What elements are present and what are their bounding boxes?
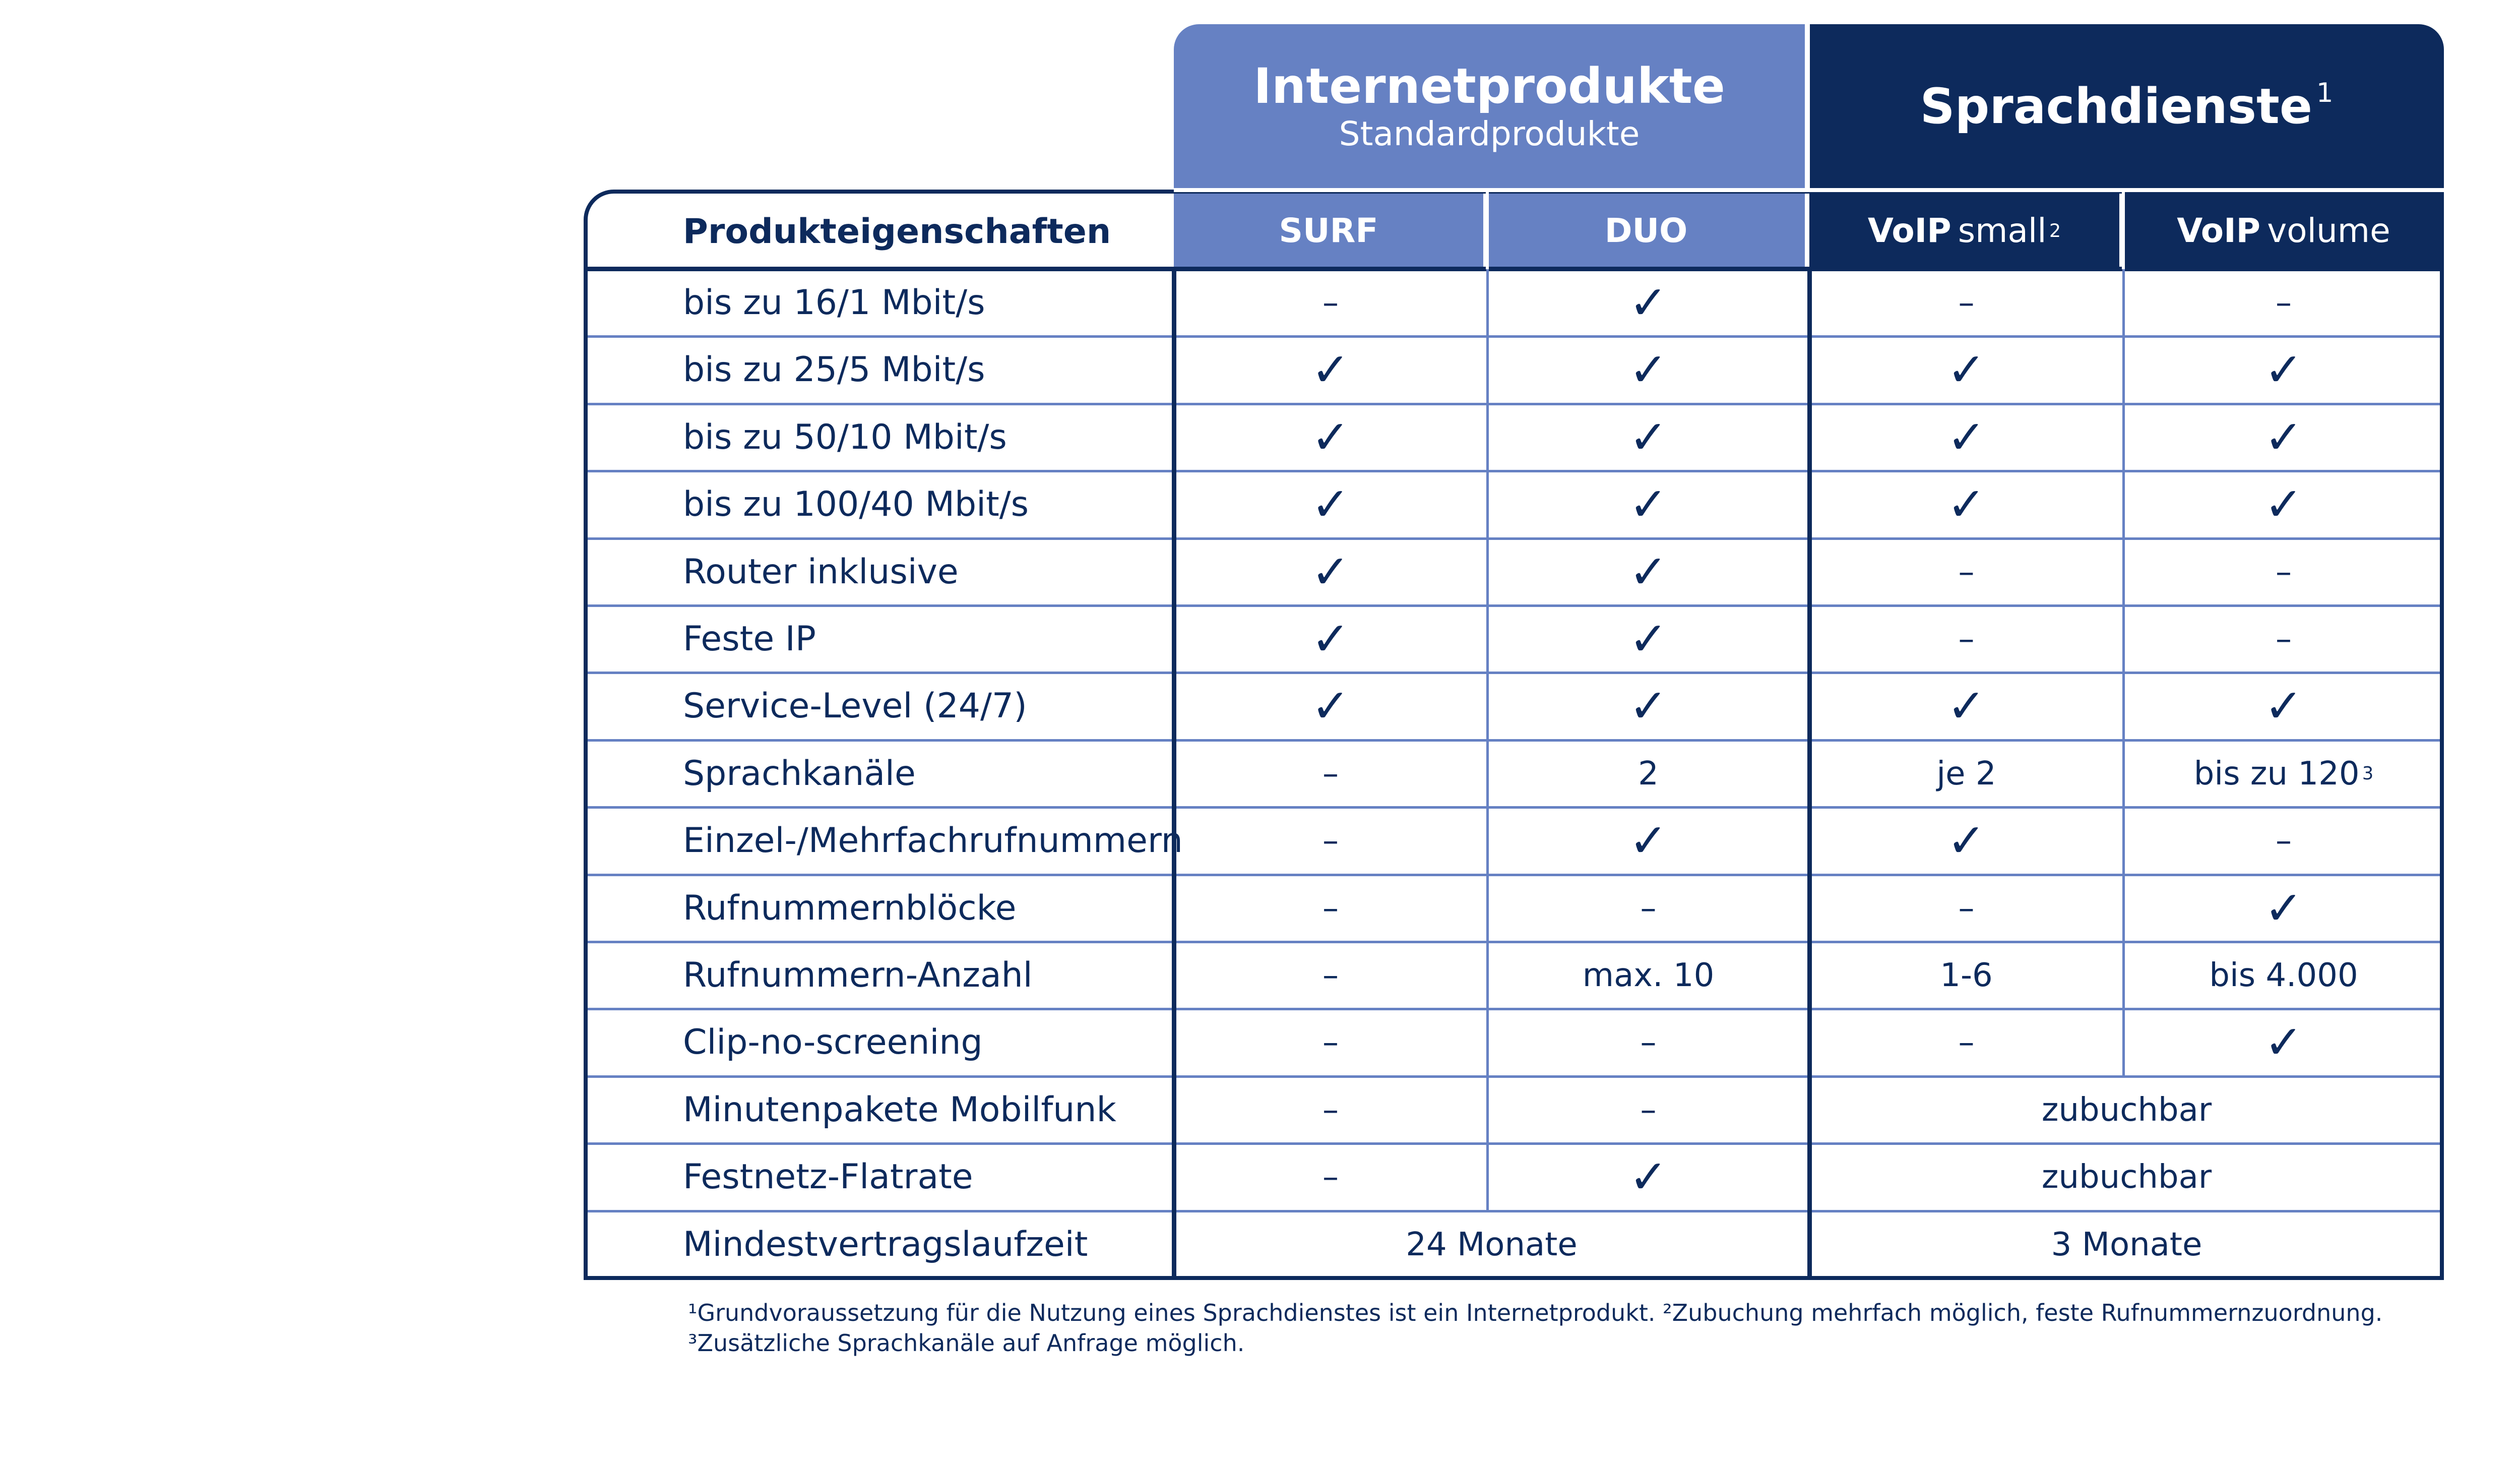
row-label: bis zu 25/5 Mbit/s [683, 350, 985, 390]
cell-surf [1174, 875, 1487, 942]
cell-value: ✓ [1628, 276, 1668, 330]
cell-value: – [1322, 889, 1339, 927]
cell-voip-volume [2123, 942, 2444, 1009]
header-divider-white [1486, 192, 1489, 269]
cell-voip-volume [2123, 673, 2444, 740]
cell-value: ✓ [1628, 1150, 1668, 1204]
cell-voip-volume [2123, 538, 2444, 605]
column-header-duo: DUO [1487, 192, 1805, 269]
cell-value: – [1958, 553, 1975, 591]
column-header-voip-volume: VoIP volume [2123, 192, 2444, 269]
cell-value: – [1640, 889, 1657, 927]
cell-value: – [1322, 1023, 1339, 1061]
cell-value: ✓ [1628, 612, 1668, 666]
cell-value: ✓ [2264, 410, 2303, 464]
cell-value: zubuchbar [2041, 1158, 2212, 1196]
cell-value: – [1322, 1091, 1339, 1129]
row-label: Rufnummern-Anzahl [683, 955, 1033, 995]
cell-voip-small [1809, 404, 2123, 471]
row-label: Service-Level (24/7) [683, 686, 1027, 726]
row-label: Mindestvertragslaufzeit [683, 1225, 1088, 1264]
group-title-internet: Internetprodukte [1253, 57, 1725, 114]
cell-value: – [1322, 822, 1339, 860]
cell-value: ✓ [1946, 410, 1986, 464]
footnote-line-1: ¹Grundvoraussetzung für die Nutzung eines Sprachdienstes ist ein Internetprodukt. ²Zubuchung mehrfach möglich, feste Rufnummernzuordnung. [688, 1299, 2383, 1326]
row-label: Router inklusive [683, 552, 959, 592]
cell-surf [1174, 605, 1487, 673]
cell-value: ✓ [1946, 343, 1986, 397]
cell-surf [1174, 807, 1487, 874]
cell-voip-small [1809, 1009, 2123, 1076]
cell-surf [1174, 538, 1487, 605]
cell-value: – [1958, 620, 1975, 658]
cell-value: – [2276, 822, 2292, 860]
cell-value: ✓ [1628, 814, 1668, 868]
column-header-voip-small: VoIP small 2 [1809, 192, 2119, 269]
cell-voip-volume [2123, 471, 2444, 538]
row-label: bis zu 50/10 Mbit/s [683, 417, 1007, 457]
cell-surf [1174, 1143, 1487, 1210]
cell-value: max. 10 [1582, 956, 1715, 994]
footnote-ref-1: 1 [2316, 77, 2334, 108]
cell-merged-internet [1174, 1211, 1809, 1278]
cell-value: – [1958, 1023, 1975, 1061]
cell-value: ✓ [1946, 477, 1986, 531]
cell-value: ✓ [1628, 410, 1668, 464]
cell-value: ✓ [2264, 1015, 2303, 1069]
cell-value: ✓ [1628, 679, 1668, 733]
cell-merged-voice [1809, 1143, 2444, 1210]
cell-value: – [2276, 284, 2292, 322]
row-label: Festnetz-Flatrate [683, 1157, 973, 1197]
cell-duo [1487, 538, 1809, 605]
cell-value: ✓ [1946, 679, 1986, 733]
cell-duo [1487, 404, 1809, 471]
cell-value: ✓ [1311, 343, 1350, 397]
cell-surf [1174, 1009, 1487, 1076]
cell-voip-small [1809, 538, 2123, 605]
cell-value: ✓ [2264, 343, 2303, 397]
cell-value: 3 Monate [2051, 1226, 2202, 1263]
cell-duo [1487, 1143, 1809, 1210]
cell-surf [1174, 942, 1487, 1009]
cell-value: – [1322, 284, 1339, 322]
cell-voip-small [1809, 673, 2123, 740]
header-divider-white [1174, 188, 2444, 192]
cell-voip-small [1809, 875, 2123, 942]
row-label: bis zu 16/1 Mbit/s [683, 283, 985, 323]
cell-value: – [2276, 553, 2292, 591]
cell-duo [1487, 1076, 1809, 1143]
cell-voip-volume [2123, 605, 2444, 673]
cell-voip-volume [2123, 807, 2444, 874]
cell-value: ✓ [1311, 545, 1350, 599]
cell-value: 1-6 [1940, 956, 1993, 994]
cell-value: – [1322, 956, 1339, 994]
cell-merged-voice [1809, 1211, 2444, 1278]
cell-voip-small [1809, 471, 2123, 538]
cell-value: 24 Monate [1406, 1226, 1578, 1263]
cell-duo [1487, 942, 1809, 1009]
cell-value: je 2 [1936, 755, 1996, 793]
group-subtitle-internet: Standardprodukte [1339, 114, 1640, 154]
cell-voip-volume [2123, 404, 2444, 471]
row-label: Einzel-/Mehrfachrufnummern [683, 821, 1183, 861]
cell-voip-volume [2123, 740, 2444, 807]
cell-surf [1174, 404, 1487, 471]
header-divider-white [2122, 192, 2125, 269]
cell-value: – [1958, 889, 1975, 927]
cell-value: – [1640, 1091, 1657, 1129]
row-label: Sprachkanäle [683, 754, 916, 794]
cell-value: ✓ [2264, 881, 2303, 935]
row-label: bis zu 100/40 Mbit/s [683, 484, 1029, 524]
cell-surf [1174, 673, 1487, 740]
row-label: Rufnummernblöcke [683, 888, 1017, 928]
cell-value: ✓ [1628, 343, 1668, 397]
cell-voip-small [1809, 269, 2123, 336]
cell-value: ✓ [1311, 410, 1350, 464]
cell-voip-small [1809, 942, 2123, 1009]
cell-value: ✓ [1311, 477, 1350, 531]
cell-value: bis 4.000 [2209, 956, 2358, 994]
cell-duo [1487, 673, 1809, 740]
cell-voip-small [1809, 740, 2123, 807]
cell-duo [1487, 336, 1809, 403]
cell-merged-voice [1809, 1076, 2444, 1143]
cell-voip-small [1809, 807, 2123, 874]
row-label: Clip-no-screening [683, 1022, 983, 1062]
group-header-voice [1809, 24, 2444, 188]
footnote-ref-3: 3 [2362, 763, 2374, 784]
cell-duo [1487, 740, 1809, 807]
cell-value: – [1322, 755, 1339, 793]
cell-value: 2 [1638, 755, 1659, 793]
cell-duo [1487, 807, 1809, 874]
cell-voip-volume [2123, 1009, 2444, 1076]
cell-surf [1174, 740, 1487, 807]
cell-voip-volume [2123, 269, 2444, 336]
cell-value: ✓ [1628, 477, 1668, 531]
cell-surf [1174, 269, 1487, 336]
cell-value: ✓ [1628, 545, 1668, 599]
cell-voip-small [1809, 605, 2123, 673]
cell-voip-volume [2123, 875, 2444, 942]
cell-value: ✓ [1946, 814, 1986, 868]
cell-value: – [2276, 620, 2292, 658]
column-header-surf: SURF [1174, 192, 1483, 269]
features-header: Produkteigenschaften [683, 211, 1111, 252]
cell-surf [1174, 471, 1487, 538]
cell-surf [1174, 336, 1487, 403]
cell-value: – [1640, 1023, 1657, 1061]
footnote-line-2: ³Zusätzliche Sprachkanäle auf Anfrage möglich. [688, 1329, 1245, 1357]
cell-value: – [1322, 1158, 1339, 1196]
cell-voip-small [1809, 336, 2123, 403]
cell-surf [1174, 1076, 1487, 1143]
cell-value: – [1958, 284, 1975, 322]
cell-duo [1487, 269, 1809, 336]
row-label: Feste IP [683, 619, 816, 659]
cell-duo [1487, 471, 1809, 538]
cell-value: ✓ [2264, 679, 2303, 733]
group-header-internet [1174, 24, 1805, 188]
cell-value: ✓ [1311, 612, 1350, 666]
cell-voip-volume [2123, 336, 2444, 403]
header-divider-white [1806, 20, 1810, 192]
row-label: Minutenpakete Mobilfunk [683, 1090, 1116, 1130]
cell-value: ✓ [2264, 477, 2303, 531]
cell-value: zubuchbar [2041, 1091, 2212, 1129]
group-title-voice: Sprachdienste $^1$ [1920, 77, 2334, 135]
cell-value: ✓ [1311, 679, 1350, 733]
cell-duo [1487, 875, 1809, 942]
cell-value: bis zu 120 [2193, 755, 2360, 793]
cell-duo [1487, 605, 1809, 673]
cell-duo [1487, 1009, 1809, 1076]
